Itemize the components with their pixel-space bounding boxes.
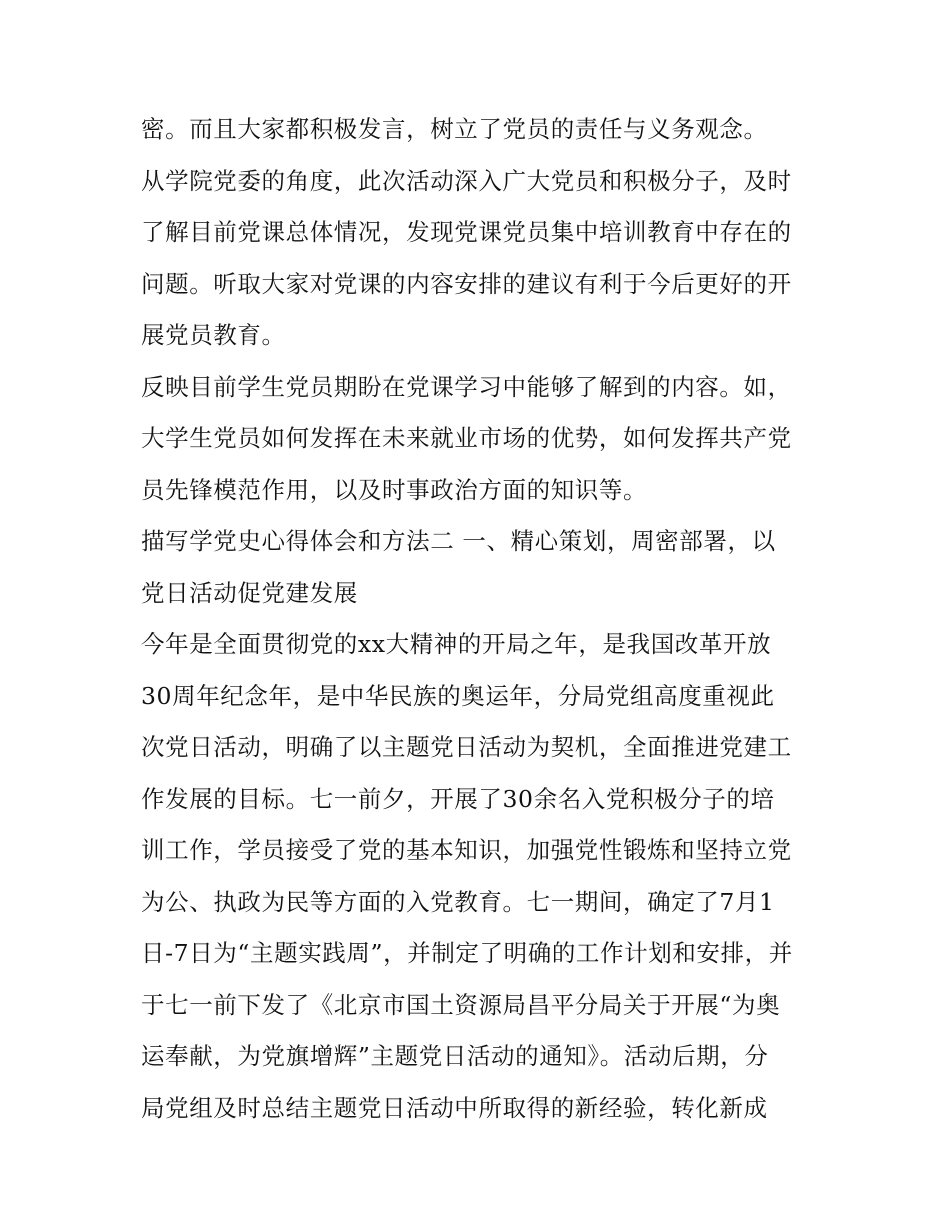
text-line-13: 次党日活动，明确了以主题党日活动为契机，全面推进党建工 (141, 733, 792, 761)
text-line-7: 大学生党员如何发挥在未来就业市场的优势，如何发挥共产党 (141, 424, 792, 452)
text-line-17: 日-7日为“主题实践周”，并制定了明确的工作计划和安排，并 (141, 939, 793, 967)
text-line-11: 今年是全面贯彻党的xx大精神的开局之年，是我国改革开放 (141, 630, 772, 658)
text-line-19: 运奉献，为党旗增辉”主题党日活动的通知》。活动后期，分 (141, 1042, 769, 1070)
text-line-15: 训工作，学员接受了党的基本知识，加强党性锻炼和坚持立党 (141, 836, 792, 864)
body-text (141, 104, 821, 1134)
text-line-12: 30周年纪念年，是中华民族的奥运年，分局党组高度重视此 (141, 681, 775, 710)
text-line-8: 员先锋模范作用，以及时事政治方面的知识等。 (141, 475, 648, 504)
text-line-16: 为公、执政为民等方面的入党教育。七一期间，确定了7月1 (141, 887, 775, 916)
text-line-10: 党日活动促党建发展 (141, 578, 358, 607)
text-line-5: 展党员教育。 (141, 321, 286, 349)
text-line-9: 描写学党史心得体会和方法二 一、精心策划，周密部署，以 (141, 527, 776, 555)
text-line-1: 密。而且大家都积极发言，树立了党员的责任与义务观念。 (141, 115, 768, 143)
text-line-3: 了解目前党课总体情况，发现党课党员集中培训教育中存在的 (141, 218, 792, 246)
text-line-6: 反映目前学生党员期盼在党课学习中能够了解到的内容。如， (141, 372, 792, 401)
text-line-20: 局党组及时总结主题党日活动中所取得的新经验，转化新成 (141, 1093, 768, 1122)
text-line-14: 作发展的目标。七一前夕，开展了30余名入党积极分子的培 (141, 784, 775, 813)
text-line-4: 问题。听取大家对党课的内容安排的建议有利于今后更好的开 (141, 269, 792, 298)
text-line-18: 于七一前下发了《北京市国土资源局昌平分局关于开展“为奥 (141, 990, 781, 1019)
text-line-2: 从学院党委的角度，此次活动深入广大党员和积极分子，及时 (141, 166, 792, 195)
